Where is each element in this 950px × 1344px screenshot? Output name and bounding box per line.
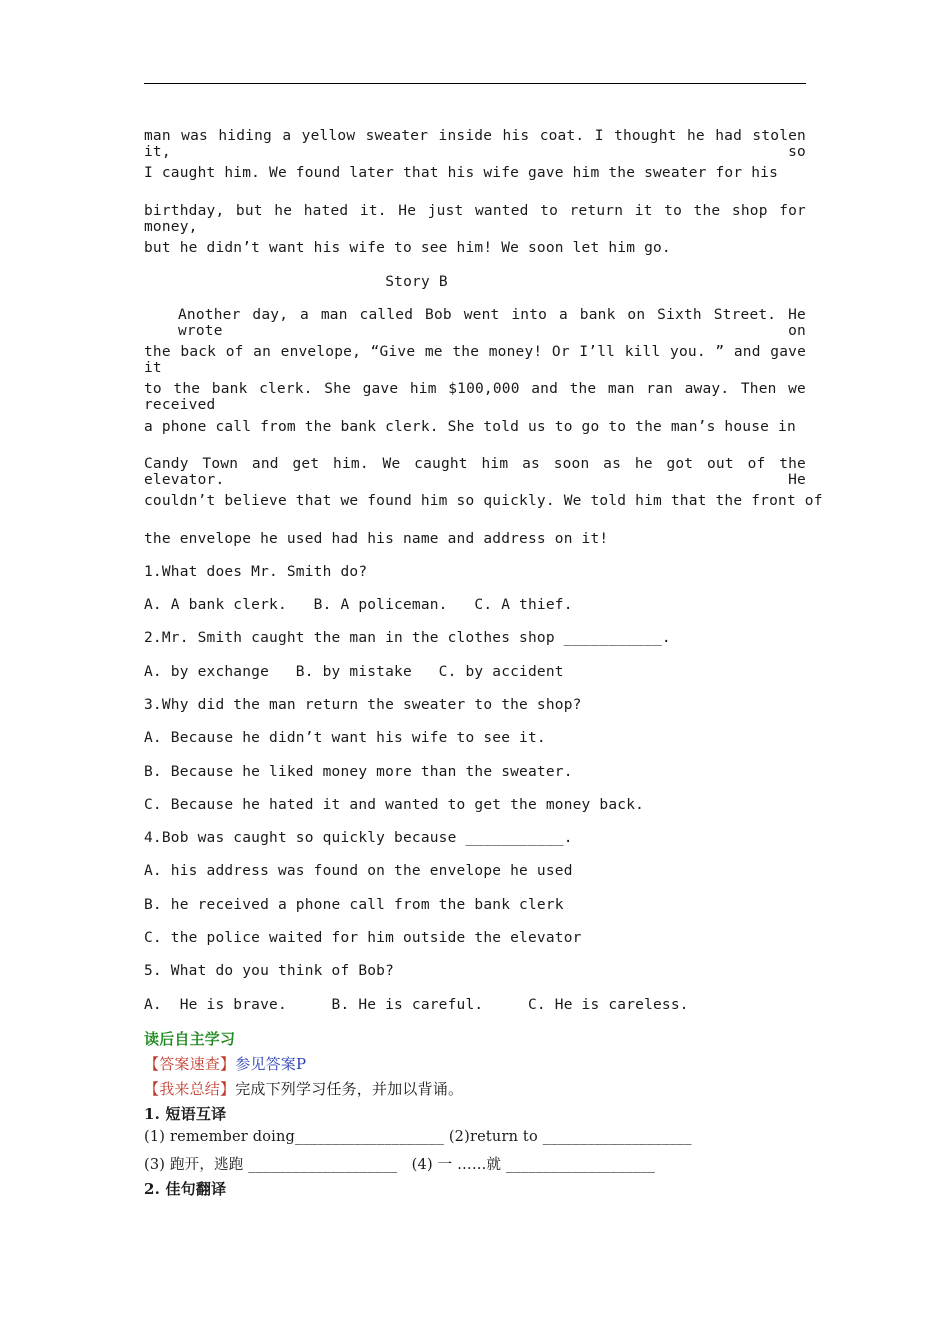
answer-tag: 【答案速查】 (144, 1055, 236, 1073)
story-b-line: Another day, a man called Bob went into a bank on Sixth Street. He wrote on (178, 307, 806, 339)
story-b-line: the envelope he used had his name and address on it! (144, 531, 609, 547)
story-a-line: man was hiding a yellow sweater inside his coat. I thought he had stolen it, so (144, 128, 806, 160)
task1-row: (1) remember doing____________________ (2)return to ____________________ (144, 1129, 692, 1145)
question-line: C. Because he hated it and wanted to get the money back. (144, 797, 645, 813)
story-b-line: the back of an envelope, “Give me the money! Or I’ll kill you. ” and gave it (144, 344, 806, 376)
header-rule (144, 83, 806, 84)
question-line: 2.Mr. Smith caught the man in the clothes shop ___________. (144, 630, 671, 646)
question-line: B. he received a phone call from the bank clerk (144, 897, 564, 913)
story-b-line: Candy Town and get him. We caught him as soon as he got out of the elevator. He (144, 456, 806, 488)
question-line: 3.Why did the man return the sweater to the shop? (144, 697, 582, 713)
task1-title: 1. 短语互译 (144, 1105, 227, 1123)
summary-tag: 【我来总结】 (144, 1080, 236, 1098)
section-title: 读后自主学习 (144, 1030, 236, 1048)
question-line: A. Because he didn’t want his wife to see it. (144, 730, 546, 746)
question-line: 5. What do you think of Bob? (144, 963, 395, 979)
story-b-line: couldn’t believe that we found him so quickly. We told him that the front of (144, 493, 823, 509)
question-line: C. the police waited for him outside the elevator (144, 930, 582, 946)
summary-text: 完成下列学习任务，并加以背诵。 (235, 1080, 464, 1098)
answer-row (144, 1053, 306, 1074)
story-b-line: to the bank clerk. She gave him $100,000 and the man ran away. Then we received (144, 381, 806, 413)
summary-row (144, 1078, 463, 1099)
story-b-title: Story B (385, 274, 448, 290)
story-a-line: I caught him. We found later that his wife gave him the sweater for his (144, 165, 779, 181)
question-line: 4.Bob was caught so quickly because ___________. (144, 830, 573, 846)
question-line: 1.What does Mr. Smith do? (144, 564, 368, 580)
question-line: A. He is brave. B. He is careful. C. He is careless. (144, 997, 689, 1013)
question-line: A. A bank clerk. B. A policeman. C. A thief. (144, 597, 573, 613)
question-line: A. by exchange B. by mistake C. by accident (144, 664, 564, 680)
answer-text: 参见答案P (235, 1055, 307, 1073)
story-b-line: a phone call from the bank clerk. She told us to go to the man’s house in (144, 419, 796, 435)
story-a-line: birthday, but he hated it. He just wanted to return it to the shop for money, (144, 203, 806, 235)
question-line: A. his address was found on the envelope he used (144, 863, 573, 879)
task2-title: 2. 佳句翻译 (144, 1180, 227, 1198)
story-a-line: but he didn’t want his wife to see him! We soon let him go. (144, 240, 671, 256)
question-line: B. Because he liked money more than the sweater. (144, 764, 573, 780)
task1-row: (3) 跑开，逃跑 ____________________ (4) 一 ……就 ____________________ (144, 1157, 656, 1173)
